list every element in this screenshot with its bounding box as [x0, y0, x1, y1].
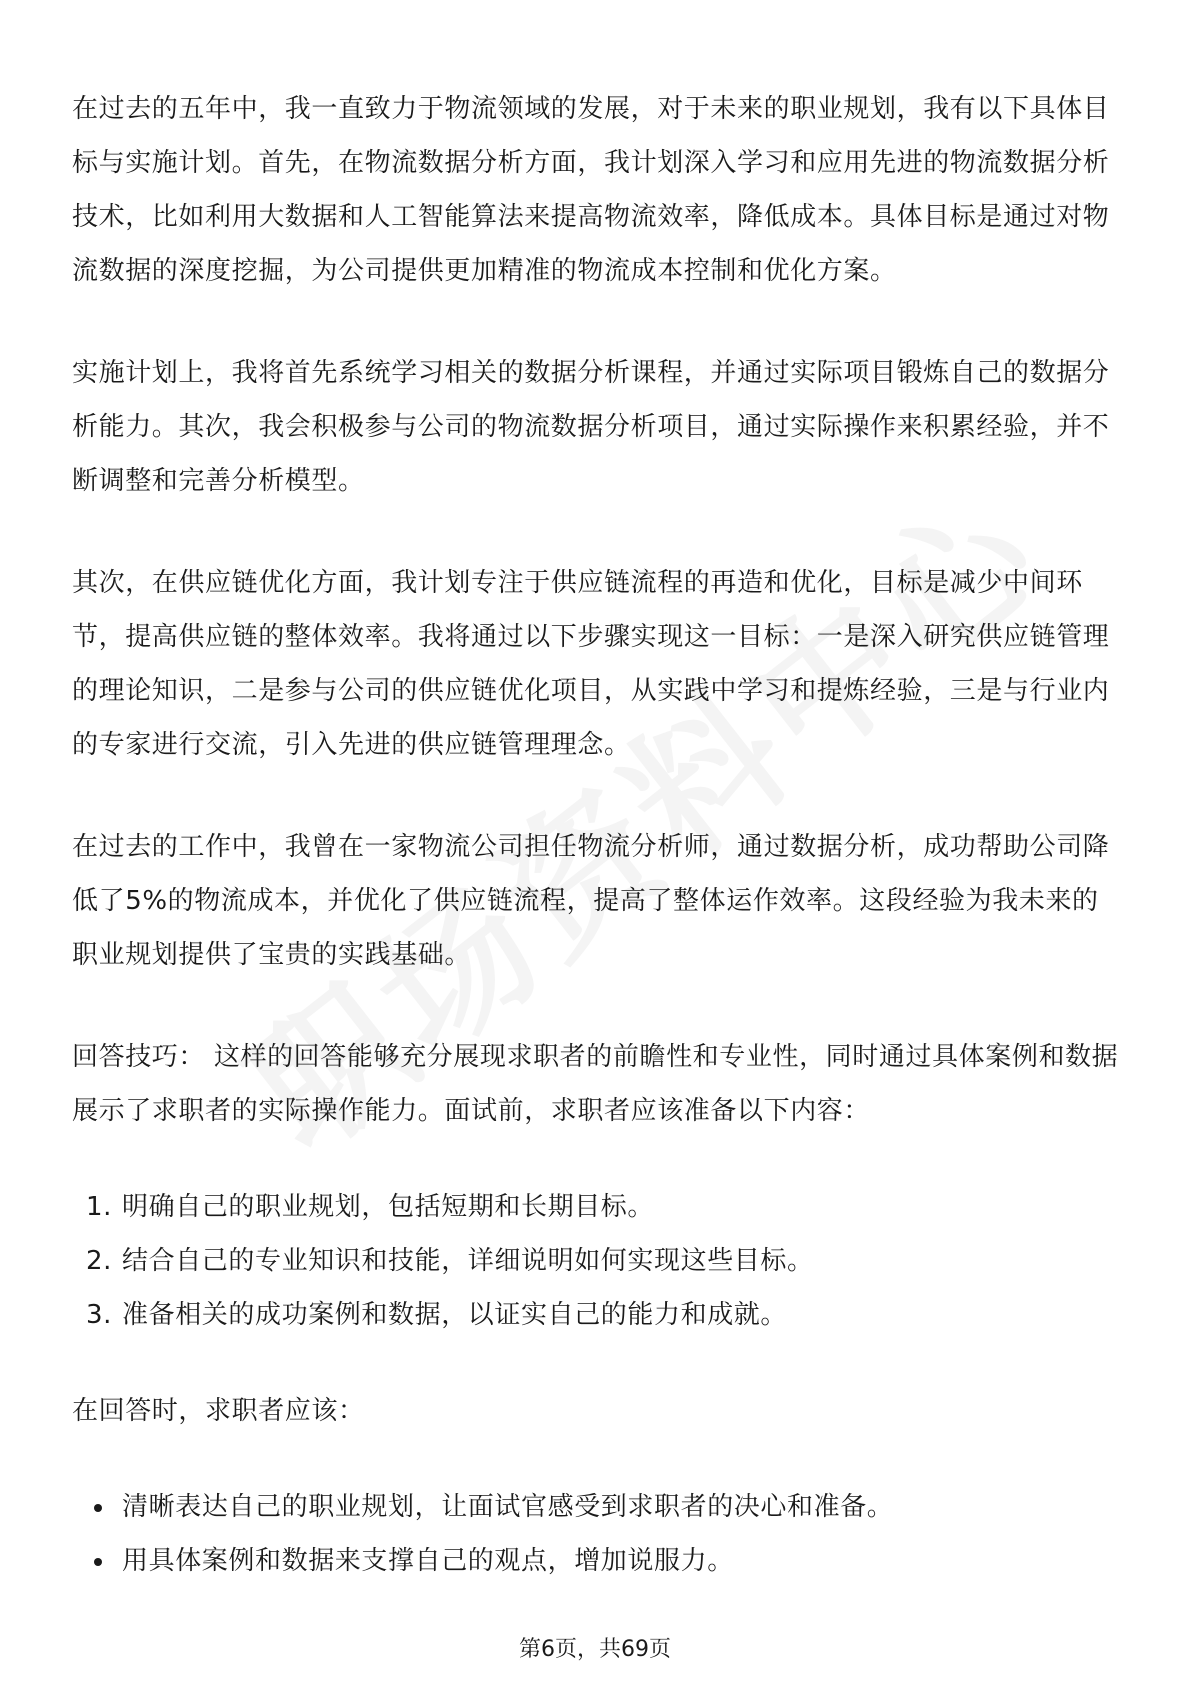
- list-item-text: 用具体案例和数据来支撑自己的观点，增加说服力。: [122, 1546, 734, 1576]
- paragraph-2: 实施计划上，我将首先系统学习相关的数据分析课程，并通过实际项目锻炼自己的数据分析能力。其次，我会积极参与公司的物流数据分析项目，通过实际操作来积累经验，并不断调整和完善分析模型。: [72, 358, 1110, 496]
- paragraph-4: 在过去的工作中，我曾在一家物流公司担任物流分析师，通过数据分析，成功帮助公司降低了5%的物流成本，并优化了供应链流程，提高了整体运作效率。这段经验为我未来的职业规划提供了宝贵的实践基础。: [72, 832, 1110, 970]
- list-number: 3.: [86, 1300, 113, 1330]
- list-item: [72, 1534, 1122, 1588]
- list-number: 2.: [86, 1246, 113, 1276]
- list-item-text: 清晰表达自己的职业规划，让面试官感受到求职者的决心和准备。: [122, 1492, 894, 1522]
- page-indicator: 第6页，共69页: [519, 1637, 671, 1662]
- list-item-text: 准备相关的成功案例和数据，以证实自己的能力和成就。: [122, 1300, 788, 1330]
- bullet-icon: [94, 1558, 102, 1566]
- preparation-list: [72, 1180, 1122, 1342]
- paragraph-3: 其次，在供应链优化方面，我计划专注于供应链流程的再造和优化，目标是减少中间环节，提高供应链的整体效率。我将通过以下步骤实现这一目标：一是深入研究供应链管理的理论知识，二是参与公司的供应链优化项目，从实践中学习和提炼经验，三是与行业内的专家进行交流，引入先进的供应链管理理念。: [72, 568, 1110, 760]
- list-item: [72, 1234, 1122, 1288]
- list-item-text: 结合自己的专业知识和技能，详细说明如何实现这些目标。: [122, 1246, 814, 1276]
- list-item-text: 明确自己的职业规划，包括短期和长期目标。: [122, 1192, 655, 1222]
- paragraph-1: 在过去的五年中，我一直致力于物流领域的发展，对于未来的职业规划，我有以下具体目标与实施计划。首先，在物流数据分析方面，我计划深入学习和应用先进的物流数据分析技术，比如利用大数据和人工智能算法来提高物流效率，降低成本。具体目标是通过对物流数据的深度挖掘，为公司提供更加精准的物流成本控制和优化方案。: [72, 94, 1110, 286]
- guidance-bullet-list: [72, 1480, 1122, 1588]
- list-item: [72, 1480, 1122, 1534]
- list-item: [72, 1288, 1122, 1342]
- answer-guidance-paragraph: 在回答时，求职者应该：: [72, 1396, 365, 1426]
- page-content: [72, 82, 1122, 1588]
- list-number: 1.: [86, 1192, 113, 1222]
- list-item: [72, 1180, 1122, 1234]
- answer-tips-paragraph: 回答技巧： 这样的回答能够充分展现求职者的前瞻性和专业性，同时通过具体案例和数据展示了求职者的实际操作能力。面试前，求职者应该准备以下内容：: [72, 1042, 1119, 1126]
- bullet-icon: [94, 1504, 102, 1512]
